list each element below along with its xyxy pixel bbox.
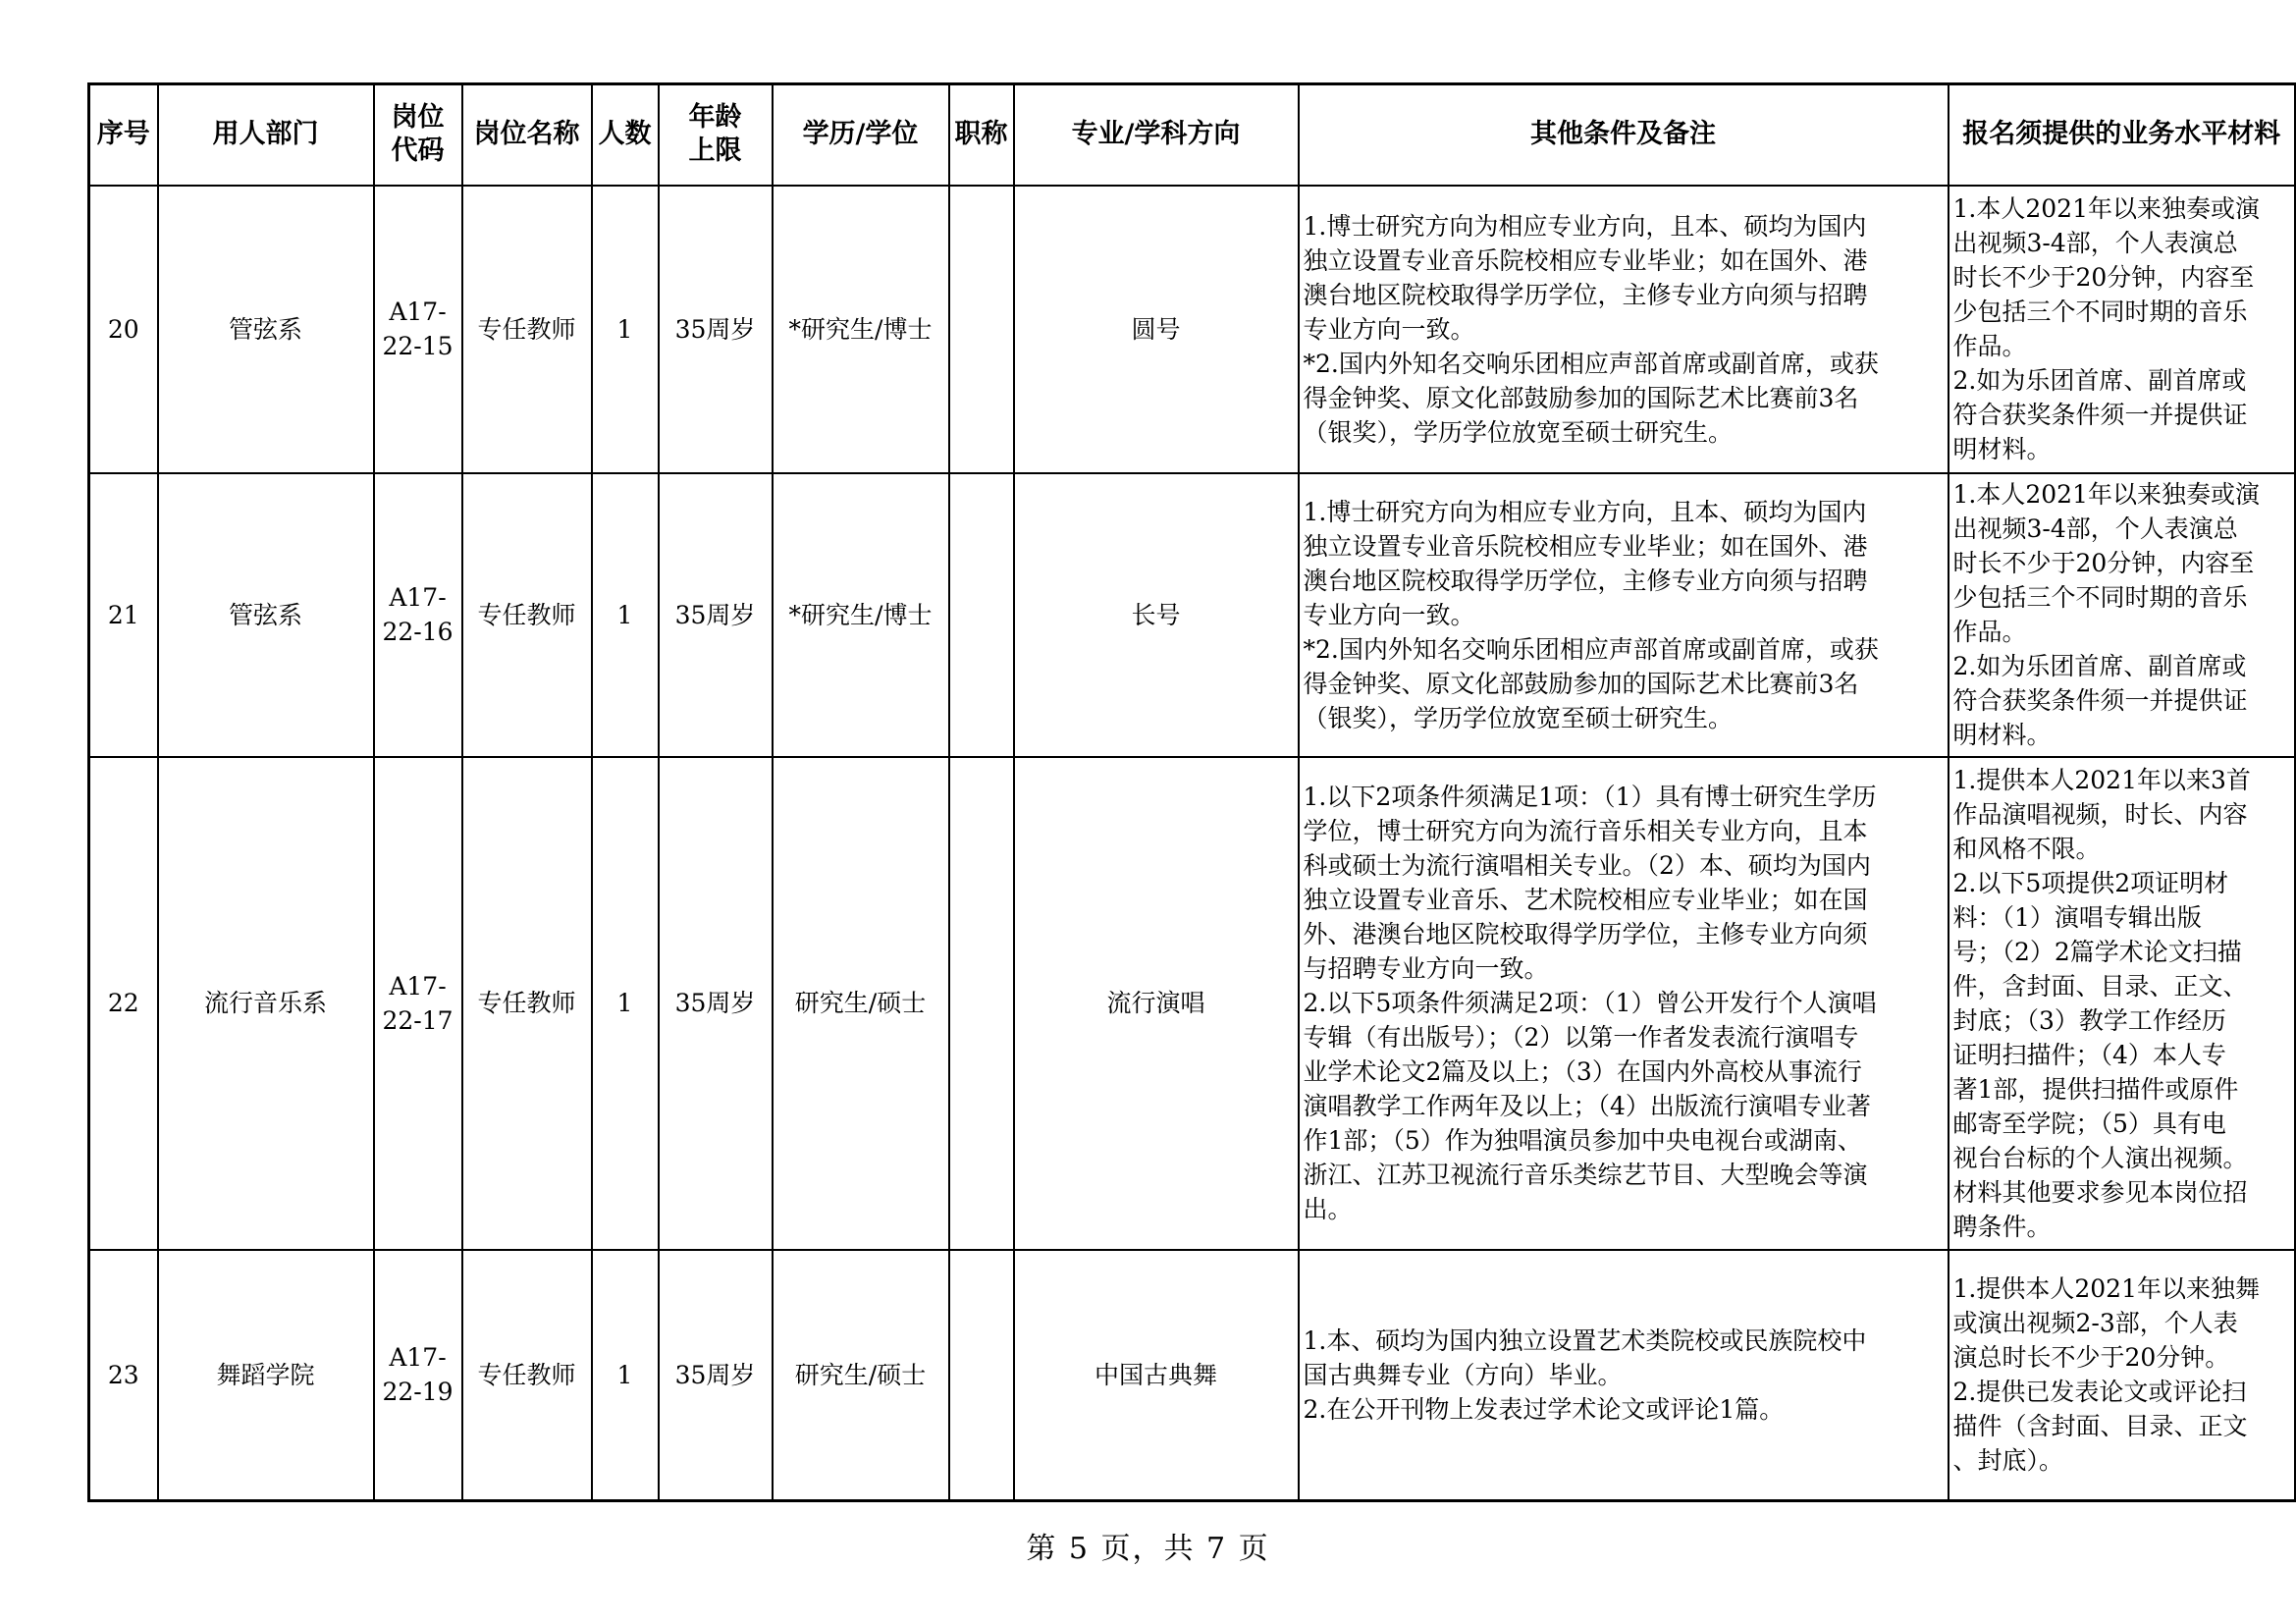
table-row — [89, 757, 2296, 1250]
table-row — [89, 1250, 2296, 1501]
row-major: 圆号 — [1014, 186, 1299, 473]
row-department: 流行音乐系 — [158, 757, 374, 1250]
header-title: 职称 — [949, 84, 1014, 186]
row-position: 专任教师 — [462, 473, 592, 757]
row-conditions: 1.本、硕均为国内独立设置艺术类院校或民族院校中 国古典舞专业（方向）毕业。 2.在公开刊物上发表过学术论文或评论1篇。 — [1299, 1250, 1949, 1501]
row-department: 管弦系 — [158, 186, 374, 473]
header-conditions: 其他条件及备注 — [1299, 84, 1949, 186]
row-position: 专任教师 — [462, 1250, 592, 1501]
row-age: 35周岁 — [659, 1250, 773, 1501]
header-major: 专业/学科方向 — [1014, 84, 1299, 186]
row-title — [949, 757, 1014, 1250]
row-degree: *研究生/博士 — [773, 473, 949, 757]
row-department: 管弦系 — [158, 473, 374, 757]
row-materials: 1.提供本人2021年以来独舞 或演出视频2-3部，个人表 演总时长不少于20分钟。 2.提供已发表论文或评论扫 描件（含封面、目录、正文 、封底）。 — [1949, 1250, 2296, 1501]
row-title — [949, 186, 1014, 473]
row-title — [949, 1250, 1014, 1501]
header-no: 序号 — [89, 84, 158, 186]
row-degree: *研究生/博士 — [773, 186, 949, 473]
header-department: 用人部门 — [158, 84, 374, 186]
header-materials: 报名须提供的业务水平材料 — [1949, 84, 2296, 186]
header-position: 岗位名称 — [462, 84, 592, 186]
row-code: A17- 22-17 — [374, 757, 462, 1250]
header-age: 年龄 上限 — [659, 84, 773, 186]
row-conditions: 1.博士研究方向为相应专业方向，且本、硕均为国内 独立设置专业音乐院校相应专业毕业；如在国外、港 澳台地区院校取得学历学位，主修专业方向须与招聘 专业方向一致。 *2.国内外知名交响乐团相应声部首席或副首席，或获 得金钟奖、原文化部鼓励参加的国际艺术比赛前3名 （银奖），学历学位放宽至硕士研究生。 — [1299, 473, 1949, 757]
row-materials: 1.本人2021年以来独奏或演 出视频3-4部，个人表演总 时长不少于20分钟，内容至 少包括三个不同时期的音乐 作品。 2.如为乐团首席、副首席或 符合获奖条件须一并提供证 明材料。 — [1949, 473, 2296, 757]
row-materials: 1.本人2021年以来独奏或演 出视频3-4部，个人表演总 时长不少于20分钟，内容至 少包括三个不同时期的音乐 作品。 2.如为乐团首席、副首席或 符合获奖条件须一并提供证 明材料。 — [1949, 186, 2296, 473]
header-count: 人数 — [592, 84, 659, 186]
row-conditions: 1.以下2项条件须满足1项：（1）具有博士研究生学历 学位，博士研究方向为流行音乐相关专业方向，且本 科或硕士为流行演唱相关专业。（2）本、硕均为国内 独立设置专业音乐、艺术院校相应专业毕业；如在国 外、港澳台地区院校取得学历学位，主修专业方向须 与招聘专业方向一致。 2.以下5项条件须满足2项：（1）曾公开发行个人演唱 专辑（有出版号）；（2）以第一作者发表流行演唱专 业学术论文2篇及以上；（3）在国内外高校从事流行 演唱教学工作两年及以上；（4）出版流行演唱专业著 作1部；（5）作为独唱演员参加中央电视台或湖南、 浙江、江苏卫视流行音乐类综艺节目、大型晚会等演 出。 — [1299, 757, 1949, 1250]
row-no: 22 — [89, 757, 158, 1250]
row-major: 长号 — [1014, 473, 1299, 757]
header-code: 岗位 代码 — [374, 84, 462, 186]
row-age: 35周岁 — [659, 473, 773, 757]
row-no: 20 — [89, 186, 158, 473]
row-degree: 研究生/硕士 — [773, 1250, 949, 1501]
row-title — [949, 473, 1014, 757]
row-code: A17- 22-15 — [374, 186, 462, 473]
row-position: 专任教师 — [462, 757, 592, 1250]
row-no: 21 — [89, 473, 158, 757]
row-count: 1 — [592, 473, 659, 757]
row-count: 1 — [592, 1250, 659, 1501]
table-row — [89, 186, 2296, 473]
row-no: 23 — [89, 1250, 158, 1501]
row-department: 舞蹈学院 — [158, 1250, 374, 1501]
table-row — [89, 473, 2296, 757]
row-degree: 研究生/硕士 — [773, 757, 949, 1250]
row-major: 中国古典舞 — [1014, 1250, 1299, 1501]
page-number: 第 5 页，共 7 页 — [1026, 1532, 1270, 1566]
row-conditions: 1.博士研究方向为相应专业方向，且本、硕均为国内 独立设置专业音乐院校相应专业毕业；如在国外、港 澳台地区院校取得学历学位，主修专业方向须与招聘 专业方向一致。 *2.国内外知名交响乐团相应声部首席或副首席，或获 得金钟奖、原文化部鼓励参加的国际艺术比赛前3名 （银奖），学历学位放宽至硕士研究生。 — [1299, 186, 1949, 473]
row-count: 1 — [592, 186, 659, 473]
row-materials: 1.提供本人2021年以来3首 作品演唱视频，时长、内容 和风格不限。 2.以下5项提供2项证明材 料：（1）演唱专辑出版 号；（2）2篇学术论文扫描 件，含封面、目录、正文、 封底；（3）教学工作经历 证明扫描件；（4）本人专 著1部，提供扫描件或原件 邮寄至学院；（5）具有电 视台台标的个人演出视频。 材料其他要求参见本岗位招 聘条件。 — [1949, 757, 2296, 1250]
row-major: 流行演唱 — [1014, 757, 1299, 1250]
header-row — [89, 84, 2296, 186]
row-code: A17- 22-19 — [374, 1250, 462, 1501]
row-age: 35周岁 — [659, 757, 773, 1250]
row-count: 1 — [592, 757, 659, 1250]
row-age: 35周岁 — [659, 186, 773, 473]
row-position: 专任教师 — [462, 186, 592, 473]
row-code: A17- 22-16 — [374, 473, 462, 757]
recruitment-table — [87, 82, 2296, 1502]
header-degree: 学历/学位 — [773, 84, 949, 186]
